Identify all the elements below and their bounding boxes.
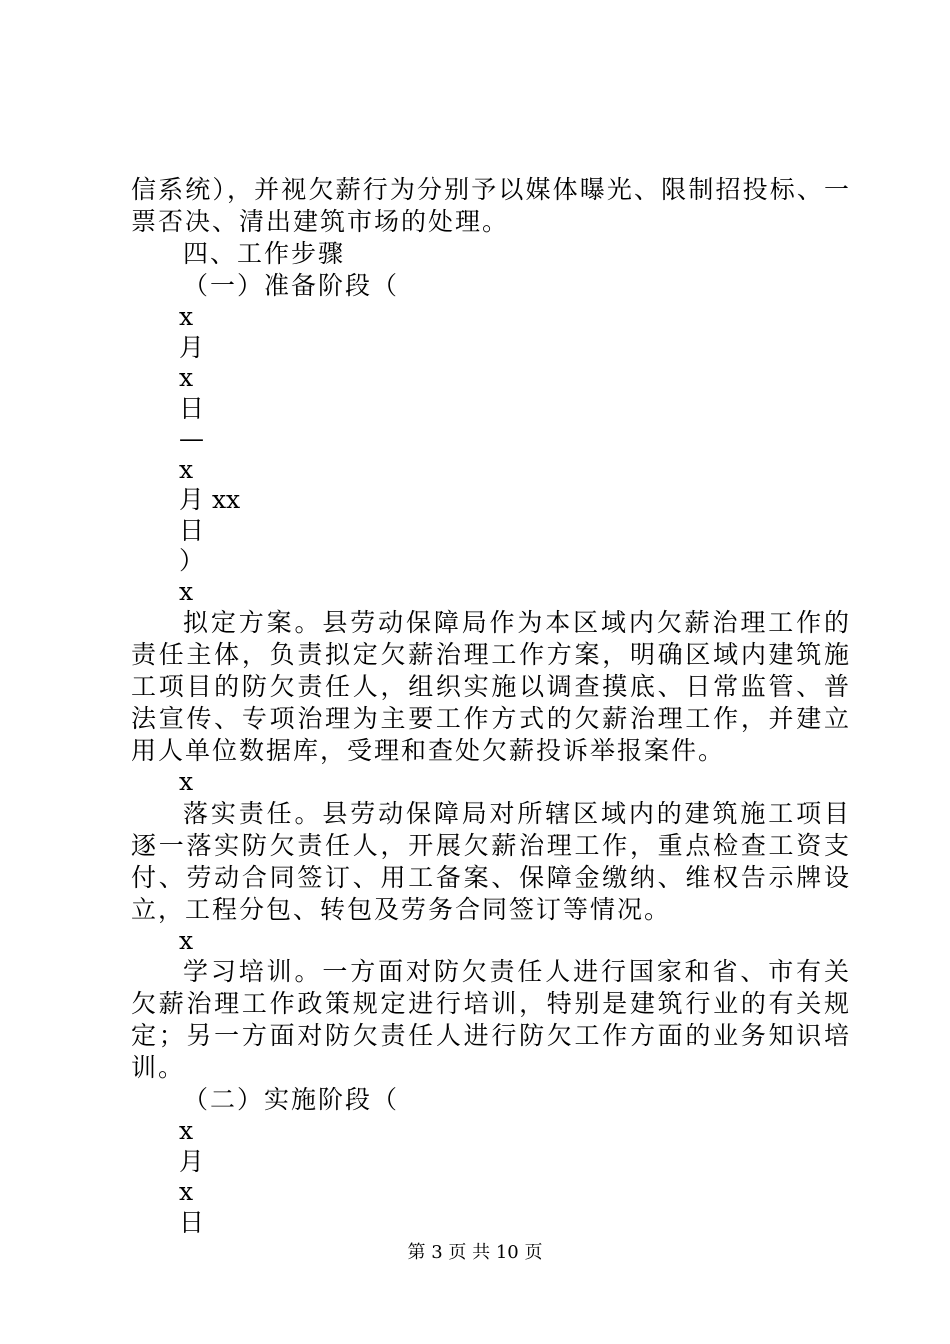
paragraph-text: 拟定方案。县劳动保障局作为本区域内欠薪治理工作的责任主体，负责拟定欠薪治理工作方案，明确区域内建筑施工项目的防欠责任人，组织实施以调查摸底、日常监管、普法宣传、专项治理为主要工作方式的欠薪治理工作，并建立用人单位数据库，受理和查处欠薪投诉举报案件。 [131, 608, 851, 765]
section-heading: 四、工作步骤 [183, 239, 346, 268]
fragment-line: 日 [179, 1207, 205, 1237]
page-footer: 第 3 页 共 10 页 [407, 1242, 543, 1263]
fragment-line: x [179, 302, 194, 331]
fragment-line: x [179, 925, 194, 955]
document-body [131, 174, 851, 1238]
subsection-heading: （二）实施阶段（ [183, 1085, 400, 1114]
fragment-line: 月 [179, 332, 205, 362]
fragment-line: x [179, 1177, 194, 1206]
fragment-line: 日 [179, 393, 205, 423]
fragment-line: x [179, 454, 194, 484]
fragment-line: x [179, 767, 194, 796]
subsection-heading: （一）准备阶段（ [183, 271, 400, 300]
paragraph-text: 落实责任。县劳动保障局对所辖区域内的建筑施工项目逐一落实防欠责任人，开展欠薪治理工作，重点检查工资支付、劳动合同签订、用工备案、保障金缴纳、维权告示牌设立，工程分包、转包及劳务合同签订等情况。 [131, 798, 851, 924]
fragment-line: x [179, 363, 194, 392]
paragraph-text: 学习培训。一方面对防欠责任人进行国家和省、市有关欠薪治理工作政策规定进行培训，特别是建筑行业的有关规定；另一方面对防欠责任人进行防欠工作方面的业务知识培训。 [131, 957, 851, 1082]
fragment-line: x [179, 576, 194, 606]
fragment-line: 月 xx [179, 485, 241, 514]
fragment-line: — [179, 424, 204, 453]
fragment-line: ） [179, 546, 205, 575]
fragment-line: 日 [179, 515, 205, 545]
fragment-line: x [179, 1116, 194, 1145]
paragraph-text: 信系统），并视欠薪行为分别予以媒体曝光、限制招投标、一票否决、清出建筑市场的处理。 [131, 175, 851, 236]
fragment-line: 月 [179, 1146, 205, 1176]
